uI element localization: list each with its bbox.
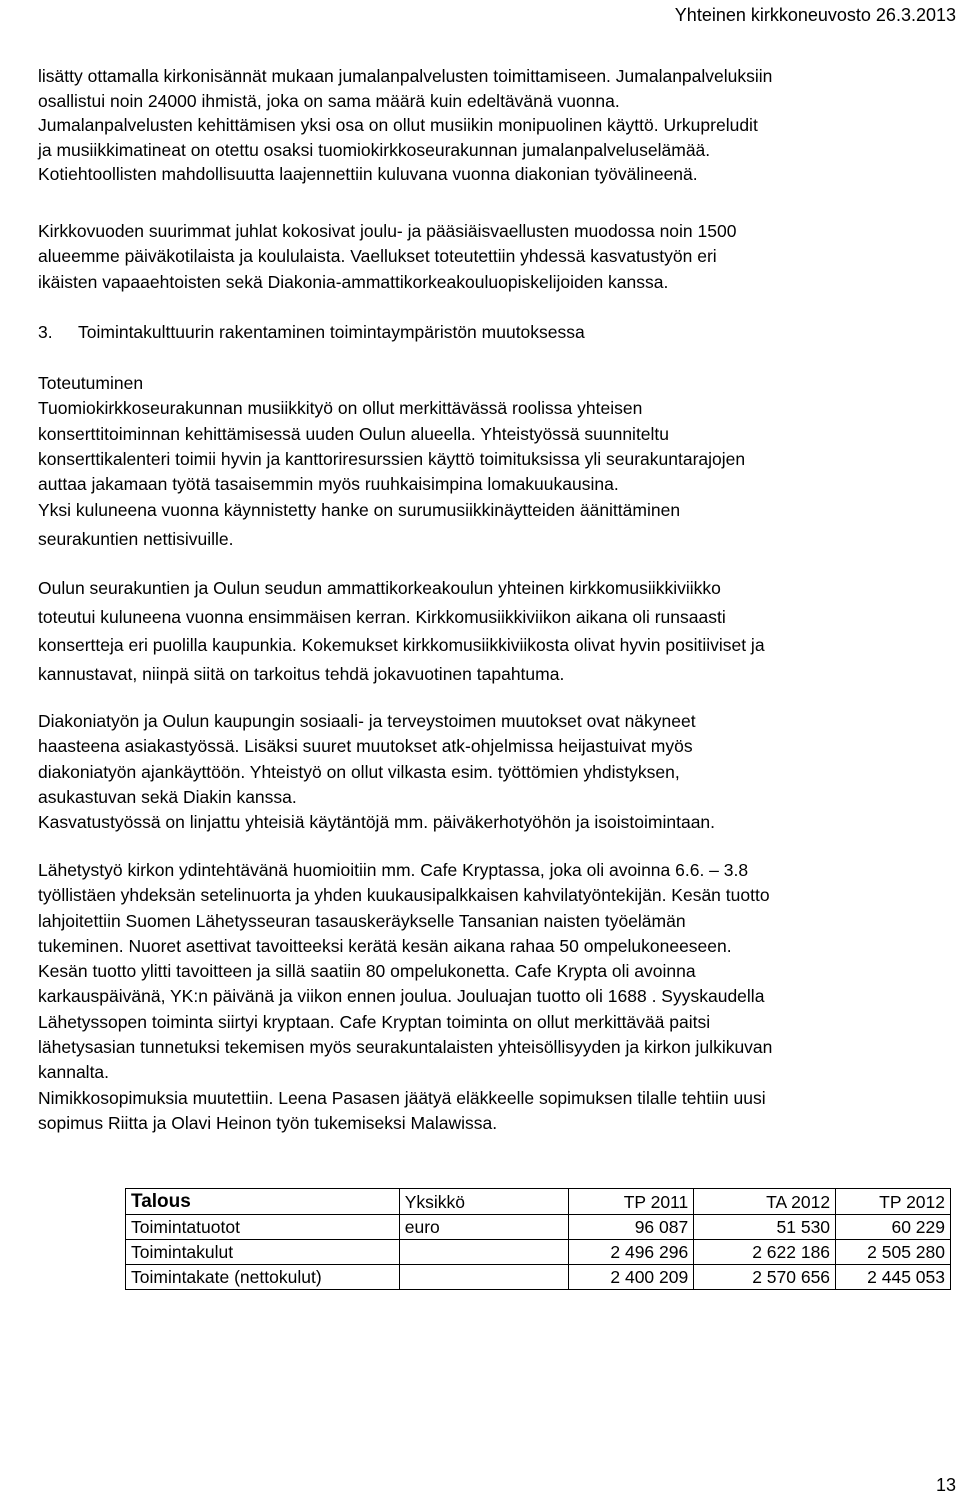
table-header-cell: TA 2012 xyxy=(694,1189,836,1215)
text-line: osallistui noin 24000 ihmistä, joka on sama määrä kuin edeltävänä vuonna. xyxy=(38,90,620,111)
text-line: ikäisten vapaaehtoisten sekä Diakonia-ammattikorkeakouluopiskelijoiden kanssa. xyxy=(38,271,669,292)
table-header-cell: TP 2012 xyxy=(836,1189,951,1215)
text-line: kannalta. xyxy=(38,1062,110,1083)
text-line: Lähetystyö kirkon ydintehtävänä huomioitiin mm. Cafe Kryptassa, joka oli avoinna 6.6. – 3.8 xyxy=(38,860,749,880)
text-line: konsertteja eri puolilla kaupunkia. Kokemukset kirkkomusiikkiviikosta olivat hyvin positiiviset ja xyxy=(38,635,765,656)
table-cell: 96 087 xyxy=(569,1215,694,1240)
text-line: alueemme päiväkotilaista ja koululaista. Vaellukset toteutettiin yhdessä kasvatustyön eri xyxy=(38,246,717,267)
text-line: Kasvatustyössä on linjattu yhteisiä käytäntöjä mm. päiväkerhotyöhön ja isoistoimintaan. xyxy=(38,812,716,833)
text-line: Lähetyssopen toiminta siirtyi kryptaan. Cafe Kryptan toiminta on ollut merkittävää paitsi xyxy=(38,1011,711,1032)
paragraph-mission-work xyxy=(38,858,956,1136)
text-line: seurakuntien nettisivuille. xyxy=(38,528,234,549)
text-line: diakoniatyön ajankäyttöön. Yhteistyö on ollut vilkasta esim. työttömien yhdistyksen, xyxy=(38,761,680,782)
table-header-cell: TP 2011 xyxy=(569,1189,694,1215)
table-header-cell: Yksikkö xyxy=(399,1189,569,1215)
table-cell: Toimintakulut xyxy=(126,1240,400,1265)
table-cell: 60 229 xyxy=(836,1215,951,1240)
text-line: lahjoitettiin Suomen Lähetysseuran tasauskeräykselle Tansanian naisten työelämän xyxy=(38,910,686,931)
document-header: Yhteinen kirkkoneuvosto 26.3.2013 xyxy=(674,5,956,25)
paragraph-music xyxy=(38,371,956,497)
paragraph-worship xyxy=(38,64,956,187)
table-cell: 2 445 053 xyxy=(836,1265,951,1290)
text-line: asukastuvan sekä Diakin kanssa. xyxy=(38,786,297,807)
table-cell: Toimintakate (nettokulut) xyxy=(126,1265,400,1290)
paragraph-church-year xyxy=(38,219,956,295)
table-cell xyxy=(399,1265,569,1290)
text-line: Diakoniatyön ja Oulun kaupungin sosiaali- ja terveystoimen muutokset ovat näkyneet xyxy=(38,711,696,731)
table-cell: 2 622 186 xyxy=(694,1240,836,1265)
text-line: Jumalanpalvelusten kehittämisen yksi osa on ollut musiikin monipuolinen käyttö. Urkupreludit xyxy=(38,115,758,135)
text-line: tukeminen. Nuoret asettivat tavoitteeksi kerätä kesän aikana rahaa 50 ompelukoneeseen. xyxy=(38,935,732,956)
text-line: toteutui kuluneena vuonna ensimmäisen kerran. Kirkkomusiikkiviikon aikana oli runsaasti xyxy=(38,606,726,627)
text-line: Kesän tuotto ylitti tavoitteen ja sillä saatiin 80 ompelukonetta. Cafe Krypta oli avoinna xyxy=(38,961,696,982)
section-number: 3. xyxy=(38,322,53,342)
paragraph-music-week xyxy=(38,574,956,689)
table-cell: euro xyxy=(399,1215,569,1240)
text-line: ja musiikkimatineat on otettu osaksi tuomiokirkkoseurakunnan jumalanpalveluselämää. xyxy=(38,139,711,160)
table-cell: 2 400 209 xyxy=(569,1265,694,1290)
table-cell: 2 496 296 xyxy=(569,1240,694,1265)
text-line: konserttitoiminnan kehittämisessä uuden Oulun alueella. Yhteistyössä suunniteltu xyxy=(38,423,670,444)
text-line: lisätty ottamalla kirkonisännät mukaan jumalanpalvelusten toimittamiseen. Jumalanpalveluksiin xyxy=(38,66,773,86)
text-line: sopimus Riitta ja Olavi Heinon työn tukemiseksi Malawissa. xyxy=(38,1112,498,1133)
finance-table xyxy=(125,1188,951,1290)
page-number: 13 xyxy=(935,1475,956,1495)
text-line: Kirkkovuoden suurimmat juhlat kokosivat joulu- ja pääsiäisvaellusten muodossa noin 1500 xyxy=(38,221,737,241)
text-line: Yksi kuluneena vuonna käynnistetty hanke on surumusiikkinäytteiden äänittäminen xyxy=(38,500,681,520)
text-line: konserttikalenteri toimii hyvin ja kanttoriresurssien käyttö toimituksissa yli seurakuntarajojen xyxy=(38,448,746,469)
text-line: lähetysasian tunnetuksi tekemisen myös seurakuntalaisten yhteisöllisyyden ja kirkon julkikuvan xyxy=(38,1037,773,1058)
section-heading xyxy=(38,320,956,345)
table-row xyxy=(126,1240,951,1265)
table-header-row xyxy=(126,1189,951,1215)
text-line: haasteena asiakastyössä. Lisäksi suuret muutokset atk-ohjelmissa heijastuivat myös xyxy=(38,736,693,757)
section-title: Toimintakulttuurin rakentaminen toimintaympäristön muutoksessa xyxy=(78,322,585,342)
paragraph-diaconia xyxy=(38,709,956,835)
paragraph-funeral-music xyxy=(38,496,956,553)
text-line: kannustavat, niinpä siitä on tarkoitus tehdä jokavuotinen tapahtuma. xyxy=(38,664,565,685)
text-line: Nimikkosopimuksia muutettiin. Leena Pasasen jäätyä eläkkeelle sopimuksen tilalle tehtiin uusi xyxy=(38,1087,766,1108)
table-header-cell: Talous xyxy=(126,1189,400,1215)
text-line: karkauspäivänä, YK:n päivänä ja viikon ennen joulua. Jouluajan tuotto oli 1688 . Syyskaudella xyxy=(38,986,765,1007)
text-line: Kotiehtoollisten mahdollisuutta laajennettiin kuluvana vuonna diakonian työvälineenä. xyxy=(38,164,698,184)
text-line: auttaa jakamaan työtä tasaisemmin myös ruuhkaisimpina lomakuukausina. xyxy=(38,474,619,495)
table-cell: Toimintatuotot xyxy=(126,1215,400,1240)
table-cell xyxy=(399,1240,569,1265)
table-row xyxy=(126,1265,951,1290)
table-cell: 2 505 280 xyxy=(836,1240,951,1265)
subheading-toteutuminen: Toteutuminen xyxy=(38,373,144,393)
text-line: Oulun seurakuntien ja Oulun seudun ammattikorkeakoulun yhteinen kirkkomusiikkiviikko xyxy=(38,578,721,598)
table-row xyxy=(126,1215,951,1240)
table-cell: 51 530 xyxy=(694,1215,836,1240)
text-line: työllistäen yhdeksän setelinuorta ja yhden kuukausipalkkaisen kahvilatyöntekijän. Kesän tuotto xyxy=(38,885,770,906)
table-cell: 2 570 656 xyxy=(694,1265,836,1290)
text-line: Tuomiokirkkoseurakunnan musiikkityö on ollut merkittävässä roolissa yhteisen xyxy=(38,398,643,419)
